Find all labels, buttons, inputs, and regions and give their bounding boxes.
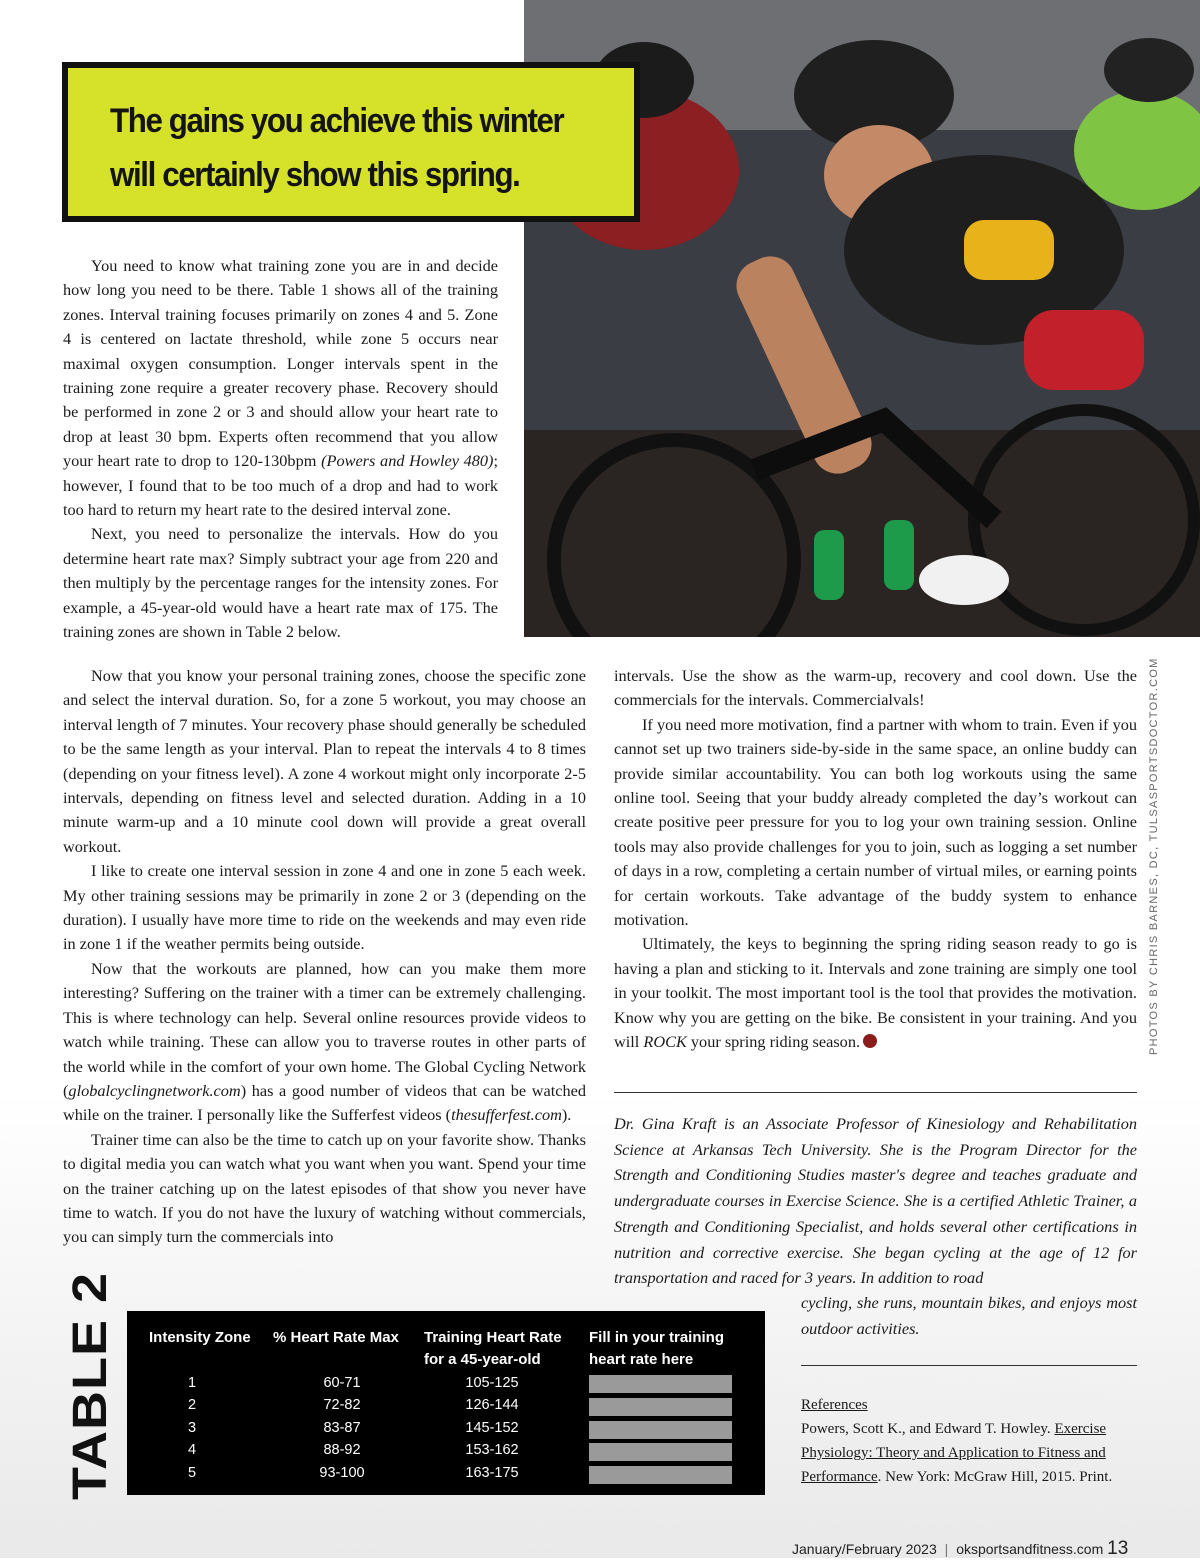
page-number: 13	[1107, 1538, 1129, 1559]
references	[801, 1393, 1137, 1489]
divider	[614, 1092, 1137, 1093]
table-cell: 60-71	[323, 1375, 361, 1391]
references-heading: References	[801, 1397, 868, 1413]
paragraph: intervals. Use the show as the warm-up, recovery and cool down. Use the commercials for the intervals. Commercialvals!	[614, 666, 1137, 710]
pull-quote-text	[110, 94, 588, 202]
paragraph: Ultimately, the keys to beginning the spring riding season ready to go is having a plan and sticking to it. Intervals and zone training are simply one tool in your toolkit. The most important tool is the tool that provides the motivation. Know why you are getting on the bike. Be consistent in your training. And you will ROCK your spring riding season.	[614, 934, 1137, 1052]
table-cell: 145-152	[465, 1420, 519, 1436]
table-label: TABLE 2	[62, 1271, 117, 1500]
pull-quote-box	[62, 62, 640, 222]
paragraph: You need to know what training zone you are in and decide how long you need to be there. Table 1 shows all of the training zones. Interval training focuses primarily on zones 4 and 5. Zone 4 is centered on lactate threshold, while zone 5 occurs near maximal oxygen consumption. Longer intervals spent in the training zone require a greater recovery phase. Recovery should be performed in zone 2 or 3 and should allow your heart rate to drop at least 30 bpm. Experts often recommend that you allow your heart rate to drop to 120-130bpm (Powers and Howley 480); however, I found that to be too much of a drop and had to work too hard to return my heart rate to the desired interval zone.	[63, 256, 498, 520]
table-cell: 2	[187, 1397, 197, 1413]
table-cell: 1	[187, 1375, 197, 1391]
paragraph: Next, you need to personalize the intervals. How do you determine heart rate max? Simply subtract your age from 220 and then multiply by the percentage ranges for the intensity zones. For example, a 45-year-old would have a heart rate max of 175. The training zones are shown in Table 2 below.	[63, 524, 498, 642]
pull-quote-line: will certainly show this spring.	[110, 156, 520, 194]
author-bio: Dr. Gina Kraft is an Associate Professor of Kinesiology and Rehabilitation Science at Arkansas Tech University. She is the Program Director for the Strength and Conditioning Studies master's degree and teaches graduate and undergraduate courses in Exercise Science. She is a certified Athletic Trainer, a Strength and Conditioning Specialist, and holds several other certifications in nutrition and corrective exercise. She began cycling at the age of 12 for transportation and raced for 3 years. In addition to road	[614, 1114, 1137, 1288]
table-cell: 83-87	[323, 1420, 361, 1436]
table-cell: 93-100	[319, 1465, 365, 1481]
table-cell: 105-125	[465, 1375, 519, 1391]
table-header: Fill in your training heart rate here	[589, 1329, 724, 1368]
end-mark-icon	[863, 1034, 877, 1048]
table-cell: 5	[187, 1465, 197, 1481]
paragraph: I like to create one interval session in zone 4 and one in zone 5 each week. My other training sessions may be primarily in zone 2 or 3 (depending on the duration). I usually have more time to ride on the weekends and may even ride in zone 1 if the weather permits being outside.	[63, 861, 586, 954]
issue-date: January/February 2023	[792, 1541, 937, 1557]
reference-title: Exercise Physiology: Theory and Application to Fitness and Performance	[801, 1421, 1107, 1485]
pull-quote-line: The gains you achieve this winter	[110, 102, 564, 140]
article-column-1-top	[63, 254, 498, 645]
table-header: % Heart Rate Max	[273, 1329, 399, 1346]
paragraph: If you need more motivation, find a partner with whom to train. Even if you cannot set up two trainers side-by-side in the same space, an online buddy can provide similar accountability. You can both log workouts using the same online tool. Seeing that your buddy already completed the day’s workout can create positive peer pressure for you to log your own training session. Online tools may also provide challenges for you to join, such as logging a set number of days in a row, completing a certain number of virtual miles, or earning points for certain workouts. Take advantage of the buddy system to enhance motivation.	[614, 714, 1137, 930]
training-zones-table	[127, 1311, 765, 1495]
reference-entry: Powers, Scott K., and Edward T. Howley. Exercise Physiology: Theory and Application to Fitness and Performance. New York: McGraw Hill, 2015. Print.	[801, 1421, 1113, 1485]
paragraph: Now that the workouts are planned, how can you make them more interesting? Suffering on the trainer with a timer can be extremely challenging. This is where technology can help. Several online resources provide videos to watch while training. These can allow you to traverse routes in other parts of the world while in the comfort of your own home. The Global Cycling Network (globalcyclingnetwork.com) has a good number of videos that can be watched while on the trainer. I personally like the Sufferfest videos (thesufferfest.com).	[63, 958, 586, 1125]
table-header: Intensity Zone	[149, 1329, 251, 1346]
article-column-1-bottom	[63, 664, 586, 1250]
table-cell: 72-82	[323, 1397, 361, 1413]
paragraph: Trainer time can also be the time to catch up on your favorite show. Thanks to digital media you can watch what you want when you want. Spend your time on the trainer catching up on the latest episodes of that show you never have time to watch. If you do not have the luxury of watching without commercials, you can simply turn the commercials into	[63, 1129, 586, 1247]
heart-rate-fill-field[interactable]	[589, 1443, 732, 1461]
heart-rate-fill-field[interactable]	[589, 1398, 732, 1416]
page-footer	[792, 1538, 1128, 1560]
table-cell: 88-92	[323, 1442, 361, 1458]
table-cell: 126-144	[465, 1397, 519, 1413]
table-cell: 4	[187, 1442, 197, 1458]
divider	[801, 1365, 1137, 1366]
photo-credit: PHOTOS BY CHRIS BARNES, DC, TULSASPORTSDOCTOR.COM	[1148, 657, 1160, 1055]
heart-rate-fill-field[interactable]	[589, 1375, 732, 1393]
footer-separator: |	[944, 1541, 949, 1557]
website-url[interactable]: oksportsandfitness.com	[956, 1541, 1104, 1557]
citation: (Powers and Howley 480)	[321, 451, 494, 471]
table-cell: 153-162	[465, 1442, 519, 1458]
heart-rate-fill-field[interactable]	[589, 1466, 732, 1484]
website-link[interactable]: thesufferfest.com	[451, 1105, 562, 1125]
author-bio-continued: cycling, she runs, mountain bikes, and enjoys most outdoor activities.	[801, 1293, 1137, 1338]
table-cell: 3	[187, 1420, 197, 1436]
website-link[interactable]: globalcyclingnetwork.com	[68, 1080, 241, 1100]
table-header: Training Heart Rate for a 45-year-old	[424, 1329, 562, 1368]
article-column-2	[614, 664, 1137, 1055]
table-cell: 163-175	[465, 1465, 519, 1481]
emphasis: ROCK	[643, 1032, 687, 1052]
paragraph: Now that you know your personal training zones, choose the specific zone and select the interval duration. So, for a zone 5 workout, you may choose an interval length of 7 minutes. Your recovery phase should generally be scheduled to be the same length as your interval. Plan to repeat the intervals 4 to 8 times (depending on your fitness level). A zone 4 workout might only incorporate 2-5 intervals, depending on fitness level and selected duration. Adding in a 10 minute warm-up and a 10 minute cool down will provide a great overall workout.	[63, 666, 586, 856]
heart-rate-fill-field[interactable]	[589, 1421, 732, 1439]
